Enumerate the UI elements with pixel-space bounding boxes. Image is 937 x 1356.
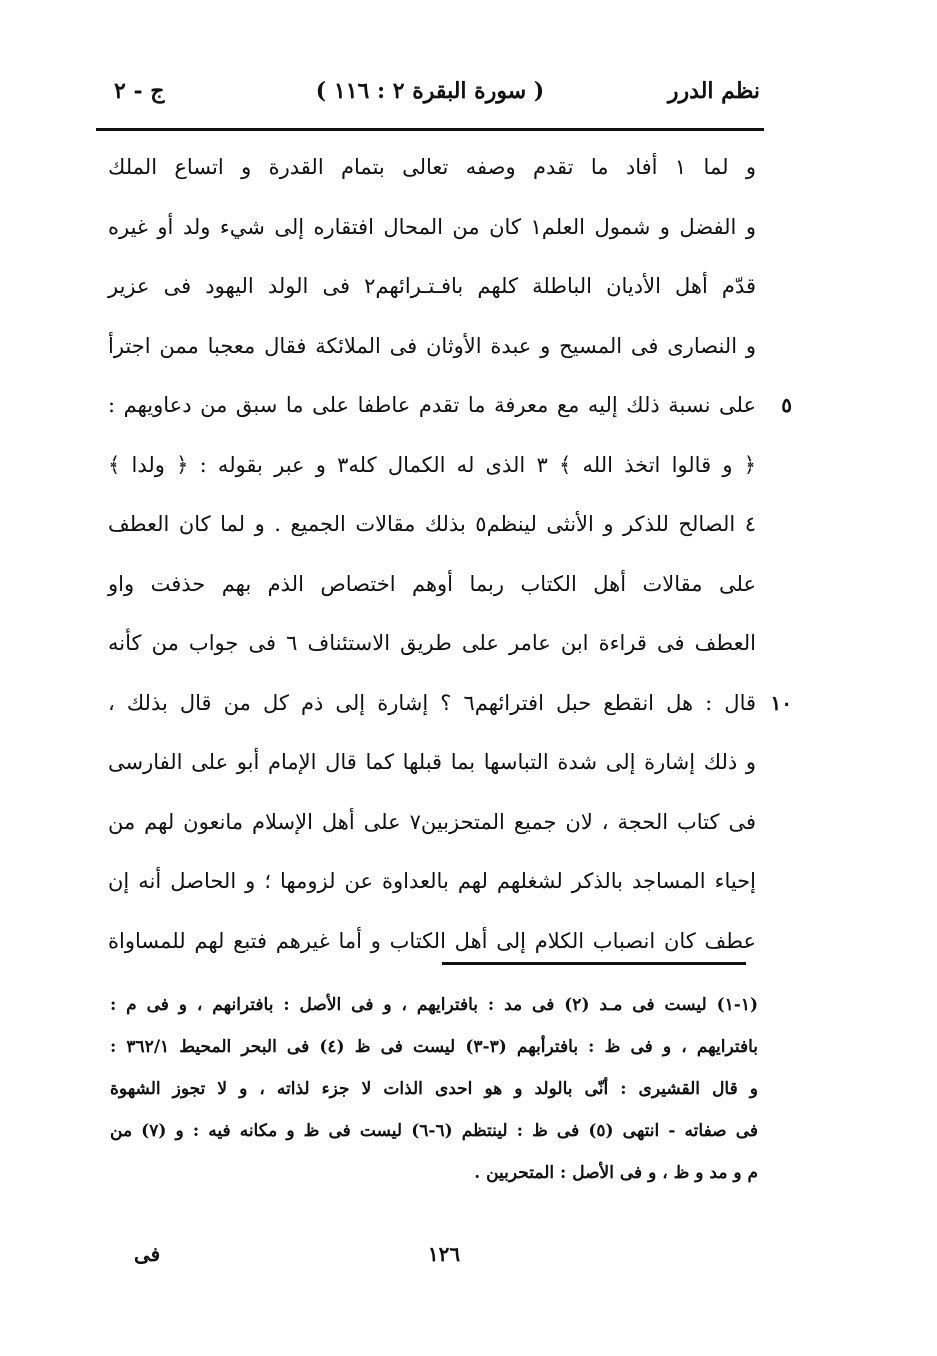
page-number: ١٢٦ — [427, 1242, 461, 1266]
footnote-line: و قال القشيرى : أنّى بالولد و هو احدى الذات لا جزء لذاته ، و لا تجوز الشهوة — [110, 1079, 758, 1099]
footnote-line: م و مد و ظ ، و فى الأصل : المتحربين . — [474, 1163, 758, 1183]
text-line: عطف كان انصباب الكلام إلى أهل الكتاب و أما غيرهم فتبع لهم للمساواة — [108, 928, 756, 953]
volume-number: ج - ٢ — [114, 78, 165, 104]
text-line: إحياء المساجد بالذكر لشغلهم لهم بالعداوة عن لزومها ؛ و الحاصل أنه إن — [108, 869, 756, 893]
running-header — [100, 78, 760, 118]
footnote-line: بافترايهم ، و فى ظ : بافترأبهم (٣-٣) ليست فى ظ (٤) فى البحر المحيط ٣٦٢/١ : — [110, 1037, 759, 1057]
text-line-content: على نسبة ذلك إليه مع معرفة ما تقدم عاطفا على ما سبق من دعاويهم : — [108, 393, 756, 417]
text-line-10 — [108, 674, 792, 734]
surah-reference: ( سورة البقرة ٢ : ١١٦ ) — [315, 78, 545, 104]
catchword: فى — [134, 1242, 161, 1266]
header-divider — [96, 128, 764, 131]
line-number: ١٠ — [770, 690, 792, 715]
text-line: على مقالات أهل الكتاب ربما أوهم اختصاص الذم بهم حذفت واو — [108, 571, 756, 596]
footnote-divider — [442, 962, 746, 965]
main-text — [108, 138, 792, 971]
text-line: قدّم أهل الأديان الباطلة كلهم بافـتـرائهم٢ فى الولد اليهود فى عزير — [108, 274, 756, 298]
book-title: نظم الدرر — [667, 78, 760, 104]
text-line-5 — [108, 376, 792, 436]
text-line-content: قال : هل انقطع حبل افترائهم٦ ؟ إشارة إلى ذم كل من قال بذلك ، — [108, 690, 757, 715]
text-line: العطف فى قراءة ابن عامر على طريق الاستئناف ٦ فى جواب من كأنه — [108, 631, 756, 655]
line-number: ٥ — [781, 393, 792, 417]
footnotes — [110, 984, 758, 1194]
footnote-line: فى صفاته - انتهى (٥) فى ظ : لينتظم (٦-٦) ليست فى ظ و مكانه فيه : و (٧) من — [110, 1121, 759, 1141]
text-line: و النصارى فى المسيح و عبدة الأوثان فى الملائكة فقال معجبا ممن اجترأ — [108, 333, 756, 358]
text-line: و الفضل و شمول العلم١ كان من المحال افتقاره إلى شيء ولد أو غيره — [108, 214, 756, 239]
text-line: ٤ الصالح للذكر و الأنثى لينظم٥ بذلك مقالات الجميع . و لما كان العطف — [108, 512, 757, 536]
text-line: و لما ١ أفاد ما تقدم وصفه تعالى بتمام القدرة و اتساع الملك — [108, 155, 756, 179]
text-line: فى كتاب الحجة ، لان جميع المتحزبين٧ على أهل الإسلام مانعون لهم من — [108, 809, 756, 834]
text-line: و ذلك إشارة إلى شدة التباسها بما قبلها كما قال الإمام أبو على الفارسى — [108, 750, 756, 774]
text-line: ﴿ و قالوا اتخذ الله ﴾ ٣ الذى له الكمال كله٣ و عبر بقوله : ﴿ ولدا ﴾ — [108, 452, 756, 477]
footnote-line: (١-١) ليست فى مـد (٢) فى مد : بافترايهم ، و فى الأصل : بافترانهم ، و فى م : — [110, 995, 759, 1015]
